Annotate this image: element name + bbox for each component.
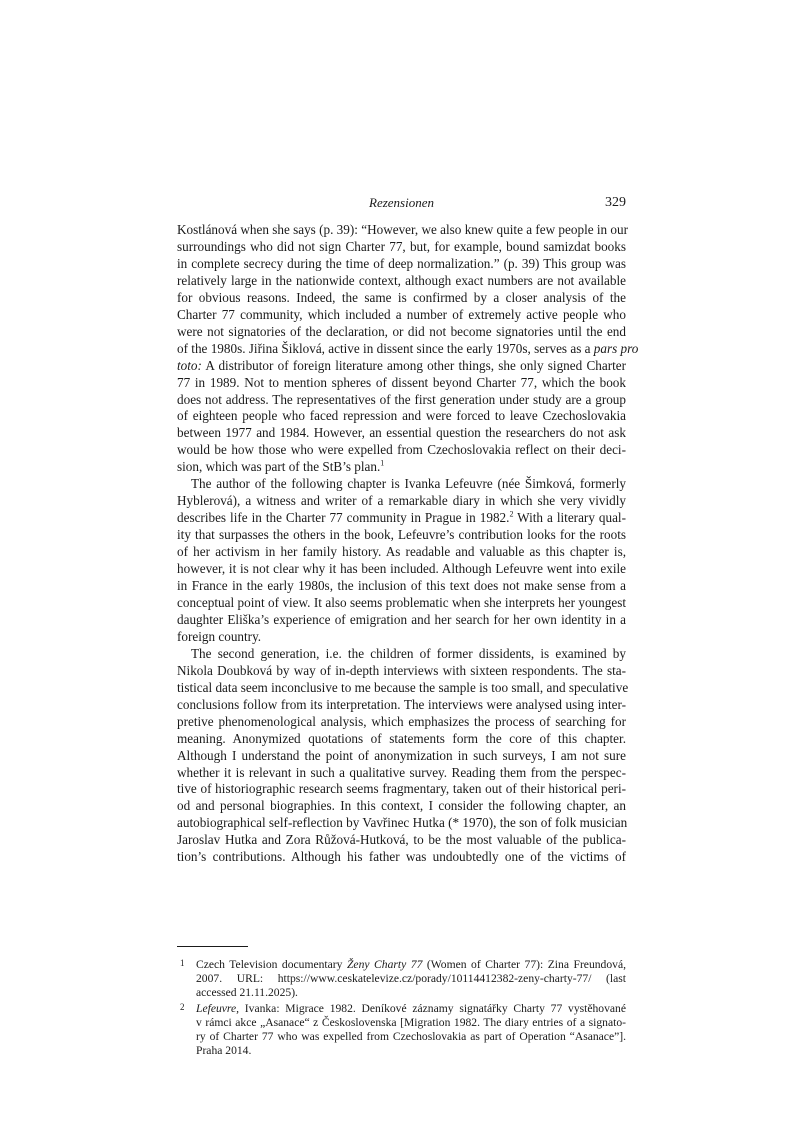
paragraph-3 (177, 645, 629, 866)
text-span: (Women of Charter 77): Zina Freundová, (422, 958, 626, 971)
text-line: 77 in 1989. Not to mention spheres of dissent beyond Charter 77, which the book (177, 374, 626, 390)
text-line (177, 358, 626, 375)
text-line: however, it is not clear why it has been included. Although Lefeuvre went into exile (177, 561, 626, 577)
footnote-line: ry of Charter 77 who was expelled from Czechoslovakia as part of Operation “Asanace”]. (196, 1030, 626, 1044)
text-line: foreign country. (177, 628, 262, 644)
text-line: ity that surpasses the others in the book, Lefeuvre’s contribution looks for the roots (177, 527, 626, 543)
italic-author: Lefeuvre, (196, 1001, 240, 1015)
text-line: pretive phenomenological analysis, which emphasizes the process of searching for (177, 713, 626, 729)
footnote-number: 2 (180, 1001, 185, 1012)
text-line: does not address. The representatives of the first generation under study are a group (177, 391, 626, 407)
text-span: describes life in the Charter 77 community in Prague in 1982. (177, 510, 510, 526)
footnotes (177, 958, 626, 1059)
text-line: Jaroslav Hutka and Zora Růžová-Hutková, to be the most valuable of the publica- (177, 832, 626, 848)
text-line: The second generation, i.e. the children of former dissidents, is examined by (191, 645, 626, 661)
footnote-2 (177, 1002, 626, 1059)
text-line (177, 510, 626, 527)
footnote-line (196, 958, 626, 972)
running-head: Rezensionen (369, 195, 434, 210)
text-line: Charter 77 community, which included a number of extremely active people who (177, 306, 626, 322)
text-line: Kostlánová when she says (p. 39): “However, we also knew quite a few people in our (177, 222, 629, 237)
footnote-line[interactable]: 2007. URL: https://www.ceskatelevize.cz/porady/10114412382-zeny-charty-77/ (last (196, 972, 626, 986)
italic-term: pars pro (593, 340, 639, 356)
text-line (177, 459, 626, 476)
text-line: conclusions follow from its interpretation. The interviews were analysed using inter- (177, 696, 626, 712)
body-text (177, 222, 639, 866)
text-line: od and personal biographies. In this context, I consider the following chapter, an (177, 798, 626, 814)
text-line: autobiographical self-reflection by Vavřinec Hutka (* 1970), the son of folk musician (177, 815, 628, 831)
text-span: of the 1980s. Jiřina Šiklová, active in dissent since the early 1970s, serves as a (177, 340, 594, 356)
text-line: relatively large in the nationwide context, although exact numbers are not available (177, 272, 626, 288)
paragraph-2 (177, 476, 626, 646)
text-line: The author of the following chapter is Ivanka Lefeuvre (née Šimková, formerly (191, 476, 626, 492)
footnote-ref[interactable]: 2 (509, 509, 514, 519)
text-line: were not signatories of the declaration, or did not become signatories until the end (177, 323, 626, 339)
page-number: 329 (605, 195, 626, 210)
footnote-ref[interactable]: 1 (380, 458, 385, 468)
text-span: Czech Television documentary (196, 958, 347, 971)
text-span: sion, which was part of the StB’s plan. (177, 459, 381, 475)
text-line: conceptual point of view. It also seems problematic when she interprets her youngest (177, 594, 626, 610)
footnote-rule (177, 946, 248, 947)
text-line: of eighteen people who faced repression and were forced to leave Czechoslovakia (177, 408, 626, 424)
text-line: Although I understand the point of anonymization in such surveys, I am not sure (177, 747, 626, 763)
footnote-line (196, 1002, 626, 1016)
footnote-line: Praha 2014. (196, 1044, 252, 1058)
text-line: surroundings who did not sign Charter 77, but, for example, bound samizdat books (177, 238, 626, 254)
text-line (177, 340, 639, 358)
footnote-1 (177, 958, 626, 1001)
footnote-line: v rámci akce „Asanace“ z Československa [Migration 1982. The diary entries of a signato- (196, 1015, 626, 1029)
text-span: A distributor of foreign literature among other things, she only signed Charter (201, 357, 626, 373)
text-line: tive of historiographic research seems fragmentary, taken out of their historical peri- (177, 781, 626, 797)
text-span: Ivanka: Migrace 1982. Deníkové záznamy signatářky Charty 77 vystěhované (239, 1001, 626, 1015)
text-line: tistical data seem inconclusive to me because the sample is too small, and speculative (177, 679, 629, 695)
text-span: With a literary qual- (513, 510, 626, 526)
text-line: meaning. Anonymized quotations of statements form the core of this chapter. (177, 730, 626, 746)
text-line: Nikola Doubková by way of in-depth interviews with sixteen respondents. The sta- (177, 662, 626, 678)
footnote-line: accessed 21.11.2025). (196, 986, 298, 1000)
text-line: of her activism in her family history. As readable and valuable as this chapter is, (177, 544, 626, 560)
paragraph-1 (177, 222, 639, 476)
text-line: Hyblerová), a witness and writer of a remarkable diary in which she very vividly (177, 493, 626, 509)
text-line: would be how those who were expelled from Czechoslovakia reflect on their deci- (177, 442, 626, 458)
text-line: tion’s contributions. Although his father was undoubtedly one of the victims of (177, 849, 626, 865)
text-line: between 1977 and 1984. However, an essential question the researchers do not ask (177, 425, 626, 441)
page-header (177, 195, 626, 215)
italic-title: Ženy Charty 77 (346, 958, 423, 971)
text-line: in complete secrecy during the time of deep normalization.” (p. 39) This group was (177, 255, 626, 271)
text-line: for obvious reasons. Indeed, the same is confirmed by a closer analysis of the (177, 289, 626, 305)
text-line: daughter Eliška’s experience of emigration and her search for her own identity in a (177, 611, 626, 627)
italic-term: toto: (177, 357, 202, 373)
text-line: in France in the early 1980s, the inclusion of this text does not make sense from a (177, 578, 626, 594)
text-line: whether it is relevant in such a qualitative survey. Reading them from the perspec- (177, 764, 626, 780)
footnote-number: 1 (180, 958, 185, 968)
